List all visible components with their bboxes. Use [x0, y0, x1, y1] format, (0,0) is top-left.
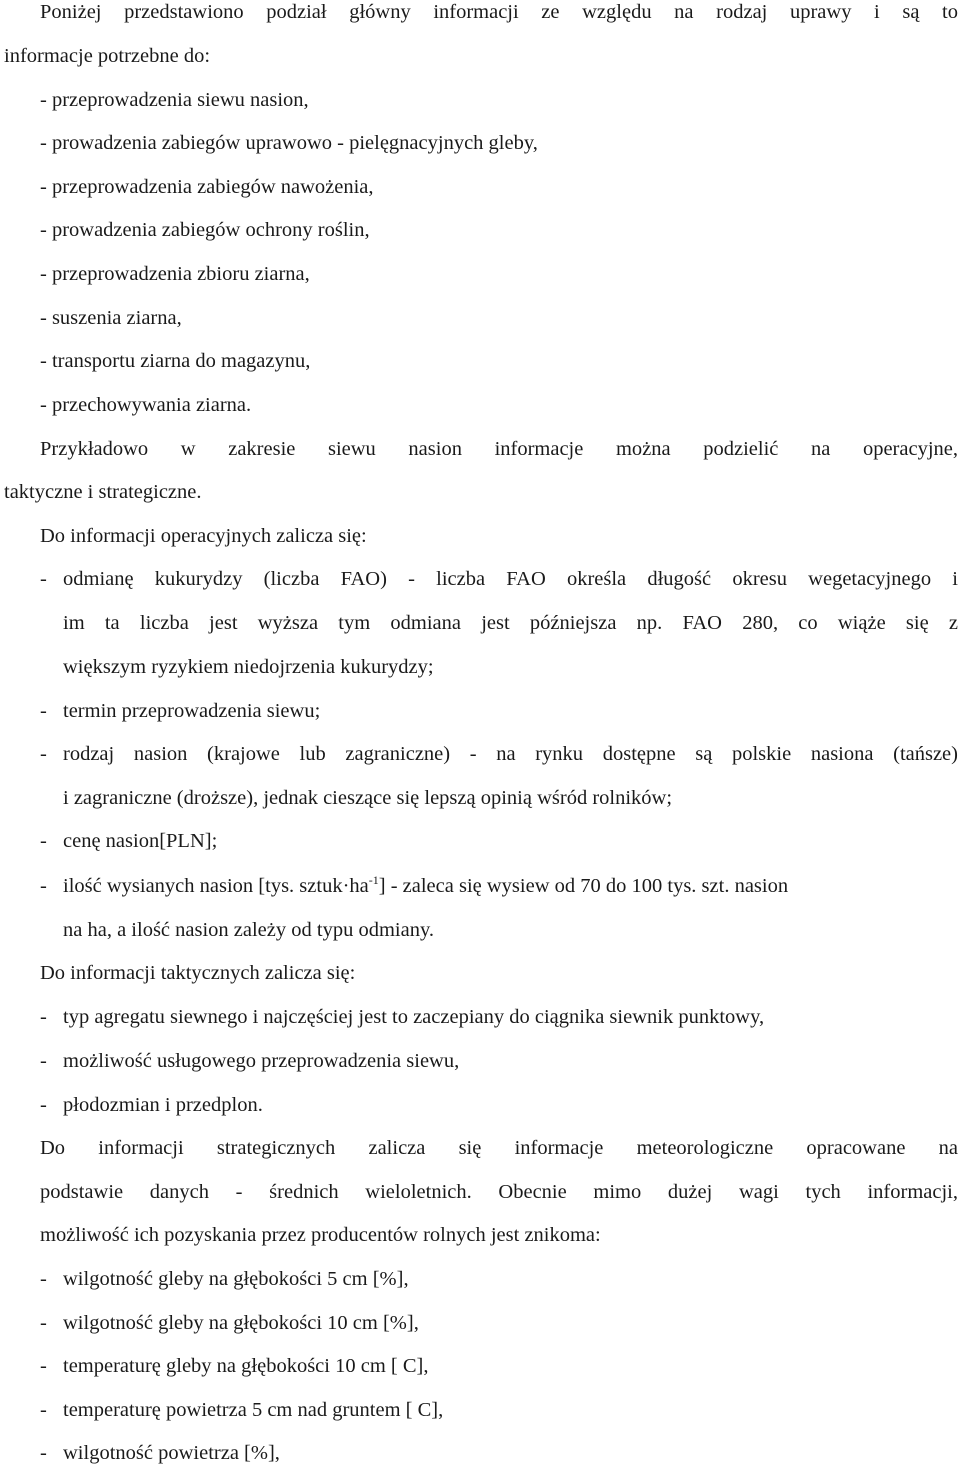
purpose-item: - przeprowadzenia zabiegów nawożenia,	[40, 176, 374, 198]
tactical-item: możliwość usługowego przeprowadzenia siewu,	[63, 1050, 460, 1072]
purpose-item: - transportu ziarna do magazynu,	[40, 350, 311, 372]
intro-line-1: Poniżej przedstawiono podział główny informacji ze względu na rodzaj uprawy i są to	[40, 1, 958, 23]
example-line-1: Przykładowo w zakresie siewu nasion informacje można podzielić na operacyjne,	[40, 438, 958, 460]
strategic-line-2: podstawie danych - średnich wieloletnich. Obecnie mimo dużej wagi tych informacji,	[40, 1181, 958, 1203]
list-dash: -	[40, 1399, 47, 1421]
list-dash: -	[40, 1006, 47, 1028]
list-dash: -	[40, 1355, 47, 1377]
strategic-item: temperaturę gleby na głębokości 10 cm [ C],	[63, 1355, 429, 1377]
list-dash: -	[40, 700, 47, 722]
list-dash: -	[40, 743, 47, 765]
example-line-2: taktyczne i strategiczne.	[4, 481, 202, 503]
operational-item-3-line-1: rodzaj nasion (krajowe lub zagraniczne) - na rynku dostępne są polskie nasiona (tańsze)	[63, 743, 958, 765]
operational-item-1-line-2: im ta liczba jest wyższa tym odmiana jest późniejsza np. FAO 280, co wiąże się z	[63, 612, 958, 634]
operational-heading: Do informacji operacyjnych zalicza się:	[40, 525, 367, 547]
operational-item-5-text-a: ilość wysianych nasion [tys. $sztuk\cdot ha^{-1}$] - zaleca się wysiew od 70 do 100 tys. szt. nasion	[63, 873, 789, 897]
list-dash: -	[40, 568, 47, 590]
operational-item-5-line-1	[63, 874, 958, 898]
purpose-item: - przeprowadzenia siewu nasion,	[40, 89, 309, 111]
strategic-line-3: możliwość ich pozyskania przez producentów rolnych jest znikoma:	[40, 1224, 601, 1246]
operational-item-1-line-3: większym ryzykiem niedojrzenia kukurydzy;	[63, 656, 434, 678]
list-dash: -	[40, 1268, 47, 1290]
purpose-item: - przechowywania ziarna.	[40, 394, 252, 416]
strategic-item: wilgotność gleby na głębokości 10 cm [%],	[63, 1312, 419, 1334]
strategic-item: wilgotność powietrza [%],	[63, 1442, 280, 1464]
operational-item-3-line-2: i zagraniczne (droższe), jednak cieszące się lepszą opinią wśród rolników;	[63, 787, 673, 809]
purpose-item: - prowadzenia zabiegów uprawowo - pielęgnacyjnych gleby,	[40, 132, 538, 154]
purpose-item: - przeprowadzenia zbioru ziarna,	[40, 263, 310, 285]
tactical-heading: Do informacji taktycznych zalicza się:	[40, 962, 356, 984]
list-dash: -	[40, 830, 47, 852]
operational-item-1-line-1: odmianę kukurydzy (liczba FAO) - liczba FAO określa długość okresu wegetacyjnego i	[63, 568, 958, 590]
list-dash: -	[40, 875, 47, 897]
purpose-item: - prowadzenia zabiegów ochrony roślin,	[40, 219, 370, 241]
superscript: -1	[368, 873, 379, 887]
strategic-line-1: Do informacji strategicznych zalicza się informacje meteorologiczne opracowane na	[40, 1137, 958, 1159]
tactical-item: typ agregatu siewnego i najczęściej jest to zaczepiany do ciągnika siewnik punktowy,	[63, 1006, 765, 1028]
list-dash: -	[40, 1312, 47, 1334]
strategic-item: temperaturę powietrza 5 cm nad gruntem [ C],	[63, 1399, 444, 1421]
operational-item-2: termin przeprowadzenia siewu;	[63, 700, 321, 722]
purpose-item: - suszenia ziarna,	[40, 307, 182, 329]
list-dash: -	[40, 1094, 47, 1116]
strategic-item: wilgotność gleby na głębokości 5 cm [%],	[63, 1268, 409, 1290]
operational-item-5-line-2: na ha, a ilość nasion zależy od typu odmiany.	[63, 919, 434, 941]
operational-item-4: cenę nasion[PLN];	[63, 830, 218, 852]
list-dash: -	[40, 1442, 47, 1464]
intro-line-2: informacje potrzebne do:	[4, 45, 211, 67]
tactical-item: płodozmian i przedplon.	[63, 1094, 263, 1116]
list-dash: -	[40, 1050, 47, 1072]
